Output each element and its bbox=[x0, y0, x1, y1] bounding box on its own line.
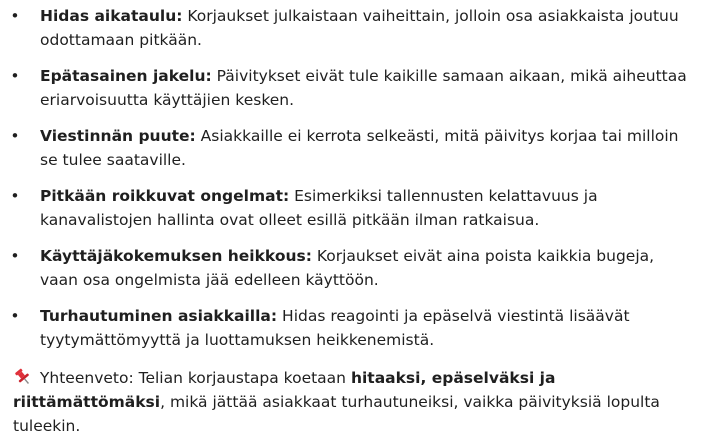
document-body bbox=[0, 4, 701, 364]
item-term: Käyttäjäkokemuksen heikkous: bbox=[40, 247, 312, 265]
list-item bbox=[0, 124, 701, 172]
list-item bbox=[0, 184, 701, 232]
item-text: Päivitykset eivät tule kaikille samaan aikaan, mikä aiheuttaa eriarvoisuutta käyttäjien kesken. bbox=[40, 67, 687, 109]
item-text: Hidas reagointi ja epäselvä viestintä lisäävät tyytymättömyyttä ja luottamuksen heikkenemistä. bbox=[40, 307, 630, 349]
list-item bbox=[0, 4, 701, 52]
bullet-dot: • bbox=[10, 307, 20, 325]
bullet-dot: • bbox=[10, 247, 20, 265]
list-item bbox=[0, 304, 701, 352]
pushpin-icon bbox=[13, 368, 35, 386]
list-item bbox=[0, 244, 701, 292]
item-term: Pitkään roikkuvat ongelmat: bbox=[40, 187, 290, 205]
item-term: Hidas aikataulu: bbox=[40, 7, 183, 25]
bullet-dot: • bbox=[10, 187, 20, 205]
item-text: Korjaukset julkaistaan vaiheittain, jolloin osa asiakkaista joutuu odottamaan pitkään. bbox=[40, 7, 679, 49]
summary-paragraph bbox=[13, 366, 693, 438]
list-item bbox=[0, 64, 701, 112]
item-text: Korjaukset eivät aina poista kaikkia bugeja, vaan osa ongelmista jää edelleen käyttöön. bbox=[40, 247, 655, 289]
summary-prefix: Yhteenveto: Telian korjaustapa koetaan bbox=[35, 369, 351, 387]
item-text: Esimerkiksi tallennusten kelattavuus ja kanavalistojen hallinta ovat olleet esillä pitkään ilman ratkaisua. bbox=[40, 187, 598, 229]
item-term: Turhautuminen asiakkailla: bbox=[40, 307, 278, 325]
bullet-dot: • bbox=[10, 127, 20, 145]
item-term: Epätasainen jakelu: bbox=[40, 67, 212, 85]
bullet-dot: • bbox=[10, 67, 20, 85]
summary-emphasis: hitaaksi, epäselväksi ja riittämättömäksi bbox=[13, 369, 556, 411]
item-term: Viestinnän puute: bbox=[40, 127, 196, 145]
bullet-dot: • bbox=[10, 7, 20, 25]
summary-suffix: , mikä jättää asiakkaat turhautuneiksi, vaikka päivityksiä lopulta tuleekin. bbox=[13, 393, 660, 435]
issue-list bbox=[0, 4, 701, 352]
item-text: Asiakkaille ei kerrota selkeästi, mitä päivitys korjaa tai milloin se tulee saataville. bbox=[40, 127, 679, 169]
